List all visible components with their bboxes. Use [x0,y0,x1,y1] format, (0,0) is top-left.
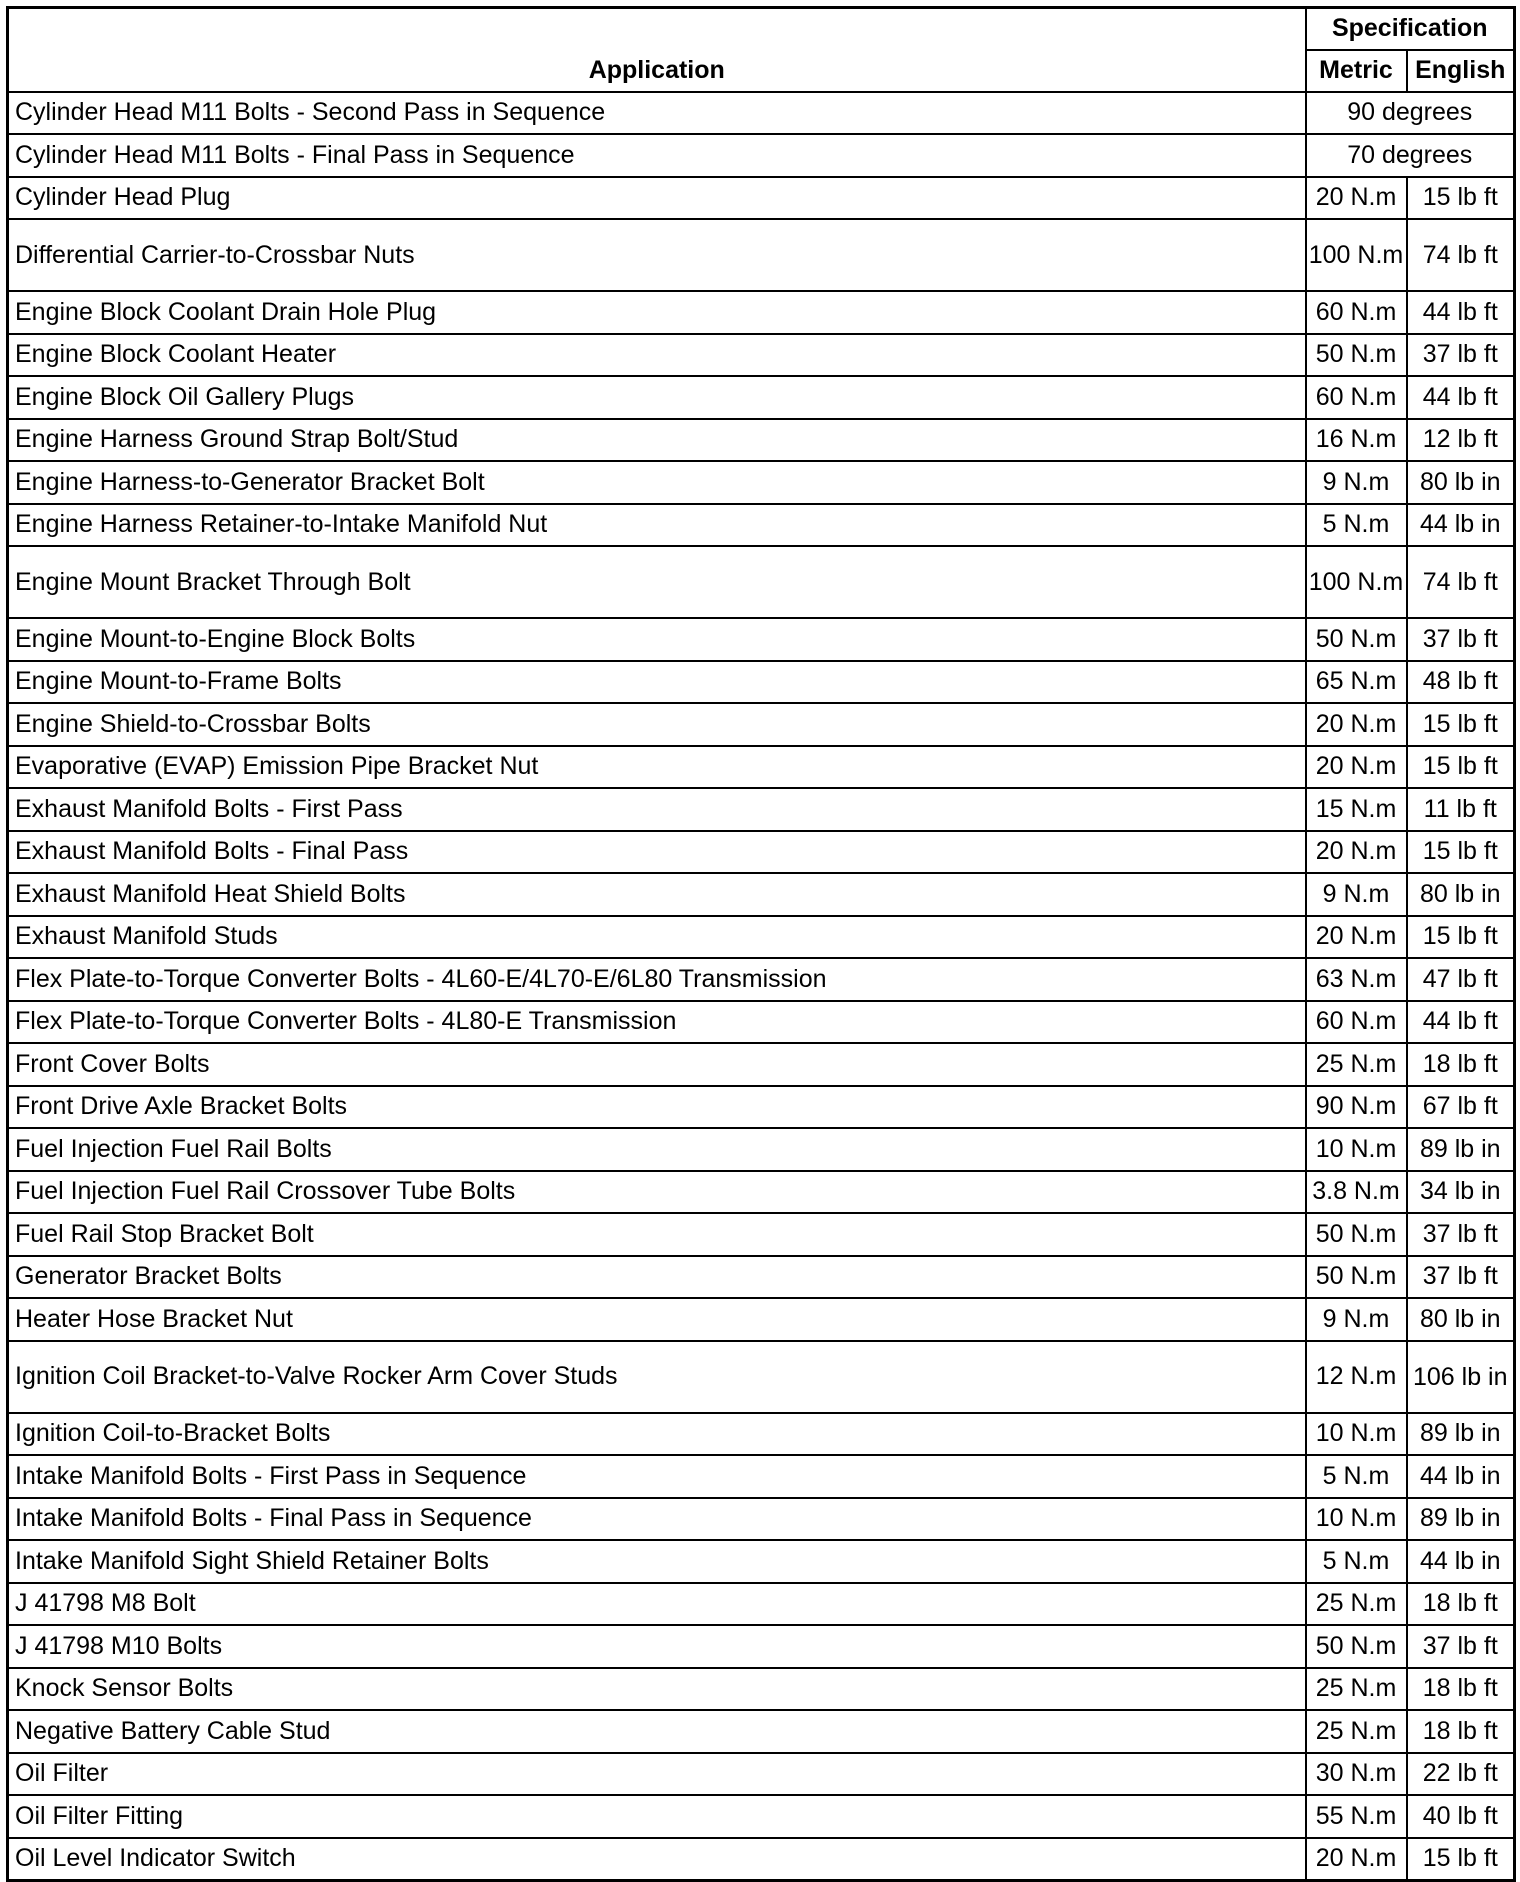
english-cell: 37 lb ft [1407,1625,1515,1668]
metric-cell: 5 N.m [1306,1540,1407,1583]
english-cell: 44 lb ft [1407,1001,1515,1044]
english-cell: 15 lb ft [1407,177,1515,220]
application-cell: Exhaust Manifold Heat Shield Bolts [8,873,1306,916]
application-cell: Engine Harness-to-Generator Bracket Bolt [8,461,1306,504]
table-row [8,177,1515,220]
metric-cell: 25 N.m [1306,1043,1407,1086]
torque-spec-sheet [6,6,1513,1882]
metric-cell: 60 N.m [1306,291,1407,334]
application-cell: Exhaust Manifold Bolts - First Pass [8,788,1306,831]
table-row [8,916,1515,959]
table-row [8,746,1515,789]
application-cell: J 41798 M8 Bolt [8,1583,1306,1626]
english-cell: 44 lb in [1407,1540,1515,1583]
metric-cell: 25 N.m [1306,1583,1407,1626]
table-row [8,134,1515,177]
english-cell: 80 lb in [1407,461,1515,504]
metric-cell: 20 N.m [1306,916,1407,959]
application-cell: Cylinder Head M11 Bolts - Final Pass in Sequence [8,134,1306,177]
metric-cell: 50 N.m [1306,1213,1407,1256]
metric-cell: 100 N.m [1306,546,1407,618]
table-row [8,958,1515,1001]
metric-cell: 20 N.m [1306,177,1407,220]
metric-cell: 20 N.m [1306,746,1407,789]
metric-cell: 25 N.m [1306,1668,1407,1711]
specification-cell: 90 degrees [1306,92,1515,135]
table-row [8,1795,1515,1838]
application-cell: Oil Level Indicator Switch [8,1838,1306,1881]
english-cell: 74 lb ft [1407,219,1515,291]
application-cell: Evaporative (EVAP) Emission Pipe Bracket Nut [8,746,1306,789]
english-cell: 80 lb in [1407,1298,1515,1341]
table-row [8,1341,1515,1413]
metric-cell: 20 N.m [1306,703,1407,746]
metric-cell: 50 N.m [1306,618,1407,661]
english-cell: 67 lb ft [1407,1086,1515,1129]
table-row [8,873,1515,916]
table-row [8,1001,1515,1044]
english-cell: 37 lb ft [1407,1256,1515,1299]
application-cell: Intake Manifold Bolts - First Pass in Sequence [8,1455,1306,1498]
table-row [8,1213,1515,1256]
application-cell: Flex Plate-to-Torque Converter Bolts - 4L80-E Transmission [8,1001,1306,1044]
application-cell: Engine Block Coolant Heater [8,334,1306,377]
english-cell: 15 lb ft [1407,746,1515,789]
application-cell: Generator Bracket Bolts [8,1256,1306,1299]
metric-cell: 25 N.m [1306,1710,1407,1753]
table-row [8,546,1515,618]
english-cell: 12 lb ft [1407,419,1515,462]
table-row [8,1413,1515,1456]
application-cell: Engine Block Coolant Drain Hole Plug [8,291,1306,334]
application-cell: Fuel Injection Fuel Rail Crossover Tube Bolts [8,1171,1306,1214]
metric-cell: 50 N.m [1306,334,1407,377]
application-cell: Knock Sensor Bolts [8,1668,1306,1711]
metric-cell: 60 N.m [1306,376,1407,419]
application-cell: Engine Shield-to-Crossbar Bolts [8,703,1306,746]
header-english: English [1407,50,1515,92]
application-cell: Cylinder Head Plug [8,177,1306,220]
table-row [8,1298,1515,1341]
metric-cell: 100 N.m [1306,219,1407,291]
header-metric: Metric [1306,50,1407,92]
header-specification: Specification [1306,8,1515,50]
metric-cell: 55 N.m [1306,1795,1407,1838]
metric-cell: 65 N.m [1306,661,1407,704]
english-cell: 44 lb in [1407,504,1515,547]
application-cell: Ignition Coil-to-Bracket Bolts [8,1413,1306,1456]
metric-cell: 3.8 N.m [1306,1171,1407,1214]
table-row [8,618,1515,661]
metric-cell: 10 N.m [1306,1128,1407,1171]
english-cell: 48 lb ft [1407,661,1515,704]
application-cell: Engine Mount-to-Engine Block Bolts [8,618,1306,661]
english-cell: 89 lb in [1407,1498,1515,1541]
table-row [8,1455,1515,1498]
application-cell: Engine Mount-to-Frame Bolts [8,661,1306,704]
metric-cell: 50 N.m [1306,1625,1407,1668]
english-cell: 89 lb in [1407,1128,1515,1171]
table-row [8,703,1515,746]
table-header [8,8,1515,92]
metric-cell: 90 N.m [1306,1086,1407,1129]
metric-cell: 20 N.m [1306,1838,1407,1881]
application-cell: Negative Battery Cable Stud [8,1710,1306,1753]
metric-cell: 10 N.m [1306,1413,1407,1456]
metric-cell: 15 N.m [1306,788,1407,831]
application-cell: Engine Mount Bracket Through Bolt [8,546,1306,618]
english-cell: 40 lb ft [1407,1795,1515,1838]
table-row [8,831,1515,874]
header-application: Application [8,8,1306,92]
table-row [8,1128,1515,1171]
table-row [8,661,1515,704]
table-row [8,376,1515,419]
table-row [8,419,1515,462]
english-cell: 44 lb ft [1407,291,1515,334]
application-cell: Cylinder Head M11 Bolts - Second Pass in Sequence [8,92,1306,135]
application-cell: Front Cover Bolts [8,1043,1306,1086]
english-cell: 15 lb ft [1407,703,1515,746]
english-cell: 15 lb ft [1407,916,1515,959]
metric-cell: 50 N.m [1306,1256,1407,1299]
application-cell: Exhaust Manifold Bolts - Final Pass [8,831,1306,874]
table-row [8,504,1515,547]
table-row [8,1753,1515,1796]
metric-cell: 30 N.m [1306,1753,1407,1796]
metric-cell: 16 N.m [1306,419,1407,462]
application-cell: Intake Manifold Bolts - Final Pass in Sequence [8,1498,1306,1541]
table-row [8,1625,1515,1668]
english-cell: 80 lb in [1407,873,1515,916]
table-row [8,334,1515,377]
table-row [8,461,1515,504]
application-cell: Oil Filter [8,1753,1306,1796]
metric-cell: 5 N.m [1306,504,1407,547]
application-cell: Engine Harness Ground Strap Bolt/Stud [8,419,1306,462]
table-body [8,92,1515,1881]
metric-cell: 5 N.m [1306,1455,1407,1498]
application-cell: Exhaust Manifold Studs [8,916,1306,959]
english-cell: 15 lb ft [1407,831,1515,874]
application-cell: Front Drive Axle Bracket Bolts [8,1086,1306,1129]
application-cell: Differential Carrier-to-Crossbar Nuts [8,219,1306,291]
torque-spec-table [6,6,1516,1882]
table-row [8,1710,1515,1753]
english-cell: 74 lb ft [1407,546,1515,618]
metric-cell: 12 N.m [1306,1341,1407,1413]
english-cell: 89 lb in [1407,1413,1515,1456]
english-cell: 22 lb ft [1407,1753,1515,1796]
english-cell: 106 lb in [1407,1341,1515,1413]
table-row [8,1171,1515,1214]
application-cell: Oil Filter Fitting [8,1795,1306,1838]
table-row [8,1583,1515,1626]
english-cell: 44 lb in [1407,1455,1515,1498]
table-row [8,1043,1515,1086]
metric-cell: 63 N.m [1306,958,1407,1001]
application-cell: Ignition Coil Bracket-to-Valve Rocker Arm Cover Studs [8,1341,1306,1413]
table-row [8,1086,1515,1129]
application-cell: Intake Manifold Sight Shield Retainer Bolts [8,1540,1306,1583]
english-cell: 18 lb ft [1407,1583,1515,1626]
metric-cell: 9 N.m [1306,461,1407,504]
english-cell: 18 lb ft [1407,1668,1515,1711]
table-row [8,1256,1515,1299]
english-cell: 11 lb ft [1407,788,1515,831]
application-cell: Heater Hose Bracket Nut [8,1298,1306,1341]
specification-cell: 70 degrees [1306,134,1515,177]
application-cell: Fuel Rail Stop Bracket Bolt [8,1213,1306,1256]
metric-cell: 10 N.m [1306,1498,1407,1541]
metric-cell: 20 N.m [1306,831,1407,874]
english-cell: 15 lb ft [1407,1838,1515,1881]
table-row [8,1668,1515,1711]
metric-cell: 60 N.m [1306,1001,1407,1044]
table-row [8,1838,1515,1881]
table-row [8,291,1515,334]
english-cell: 44 lb ft [1407,376,1515,419]
english-cell: 18 lb ft [1407,1043,1515,1086]
english-cell: 18 lb ft [1407,1710,1515,1753]
metric-cell: 9 N.m [1306,1298,1407,1341]
english-cell: 37 lb ft [1407,334,1515,377]
application-cell: Engine Block Oil Gallery Plugs [8,376,1306,419]
english-cell: 37 lb ft [1407,618,1515,661]
application-cell: Fuel Injection Fuel Rail Bolts [8,1128,1306,1171]
application-cell: Engine Harness Retainer-to-Intake Manifold Nut [8,504,1306,547]
table-row [8,219,1515,291]
table-row [8,1498,1515,1541]
application-cell: J 41798 M10 Bolts [8,1625,1306,1668]
table-row [8,1540,1515,1583]
english-cell: 34 lb in [1407,1171,1515,1214]
table-row [8,92,1515,135]
application-cell: Flex Plate-to-Torque Converter Bolts - 4L60-E/4L70-E/6L80 Transmission [8,958,1306,1001]
metric-cell: 9 N.m [1306,873,1407,916]
english-cell: 47 lb ft [1407,958,1515,1001]
english-cell: 37 lb ft [1407,1213,1515,1256]
table-row [8,788,1515,831]
